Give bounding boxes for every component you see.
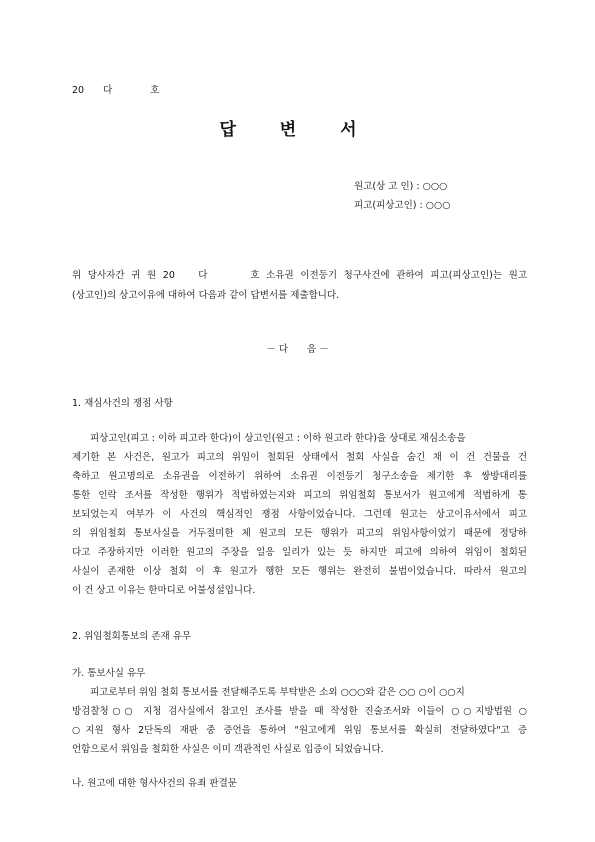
section-1-line: 피상고인(피고 : 이하 피고라 한다)이 상고인(원고 : 이하 원고라 한다)을 상대로 재심소송을	[90, 433, 466, 444]
section-1-heading: 1. 재심사건의 쟁점 사항	[72, 398, 173, 409]
section-1-line: 사실이 존재한 이상 철회 이 후 원고가 행한 모든 행위는 완전히 불법이었습니다. 따라서 원고의	[72, 566, 527, 577]
section-1-line: 의 위임철회 통보사실을 거두절미한 체 원고의 모든 행위가 피고의 위임사항이었기 때문에 정당하	[72, 528, 527, 539]
plaintiff-line: 원고(상 고 인) : ○○○	[354, 181, 448, 192]
section-2a-line: 방검찰청○○ 지청 검사실에서 참고인 조사를 받을 때 작성한 진술조서와 이들이 ○○지방법원 ○	[72, 706, 527, 717]
section-1-line: 축하고 원고명의로 소유권을 이전하기 위하여 소유권 이전등기 청구소송을 제기한 후 쌍방대리를	[72, 471, 527, 482]
defendant-line: 피고(피상고인) : ○○○	[354, 200, 451, 211]
section-1-line: 이 건 상고 이유는 한마디로 어불성설입니다.	[72, 585, 256, 596]
section-2a-heading: 가. 통보사실 유무	[72, 668, 146, 679]
section-2a-line: ○지원 형사 2단독의 재판 중 증언을 통하여 "원고에게 위임 통보서를 확실히 전달하였다"고 증	[72, 725, 527, 736]
case-number: 20 다 호	[72, 85, 160, 96]
section-1-line: 통한 인락 조서를 작성한 행위가 적법하였는지와 피고의 위임철회 통보서가 원고에게 적법하게 통	[72, 490, 527, 501]
section-2a-line: 피고로부터 위임 철회 통보서를 전달해주도록 부탁받은 소외 ○○○와 같은 ○○ ○이 ○○지	[90, 687, 465, 698]
da-eum-heading: － 다 음 －	[266, 344, 329, 355]
section-1-line: 다고 주장하지만 이러한 원고의 주장을 일응 일리가 있는 듯 하지만 피고에 의하여 위임이 철회된	[72, 547, 527, 558]
document-title: 답 변 서	[219, 120, 376, 140]
section-2b-heading: 나. 원고에 대한 형사사건의 유죄 판결문	[72, 778, 237, 789]
intro-line: (상고인)의 상고이유에 대하여 다음과 같이 답변서를 제출합니다.	[72, 290, 340, 301]
section-2-heading: 2. 위임철회통보의 존재 유무	[72, 631, 192, 642]
intro-line: 위 당사자간 귀 원 20 다 호 소유권 이전등기 청구사건에 관하여 피고(피상고인)는 원고	[72, 270, 527, 281]
section-1-line: 보되었는지 여부가 이 사건의 핵심적인 쟁점 사항이었습니다. 그런데 원고는 상고이유서에서 피고	[72, 509, 527, 520]
section-1-line: 제기한 본 사건은, 원고가 피고의 위임이 철회된 상태에서 철회 사실을 숨긴 채 이 건 건물을 건	[72, 452, 527, 463]
section-2a-line: 언함으로서 위임을 철회한 사실은 이미 객관적인 사실로 입증이 되었습니다.	[72, 744, 384, 755]
